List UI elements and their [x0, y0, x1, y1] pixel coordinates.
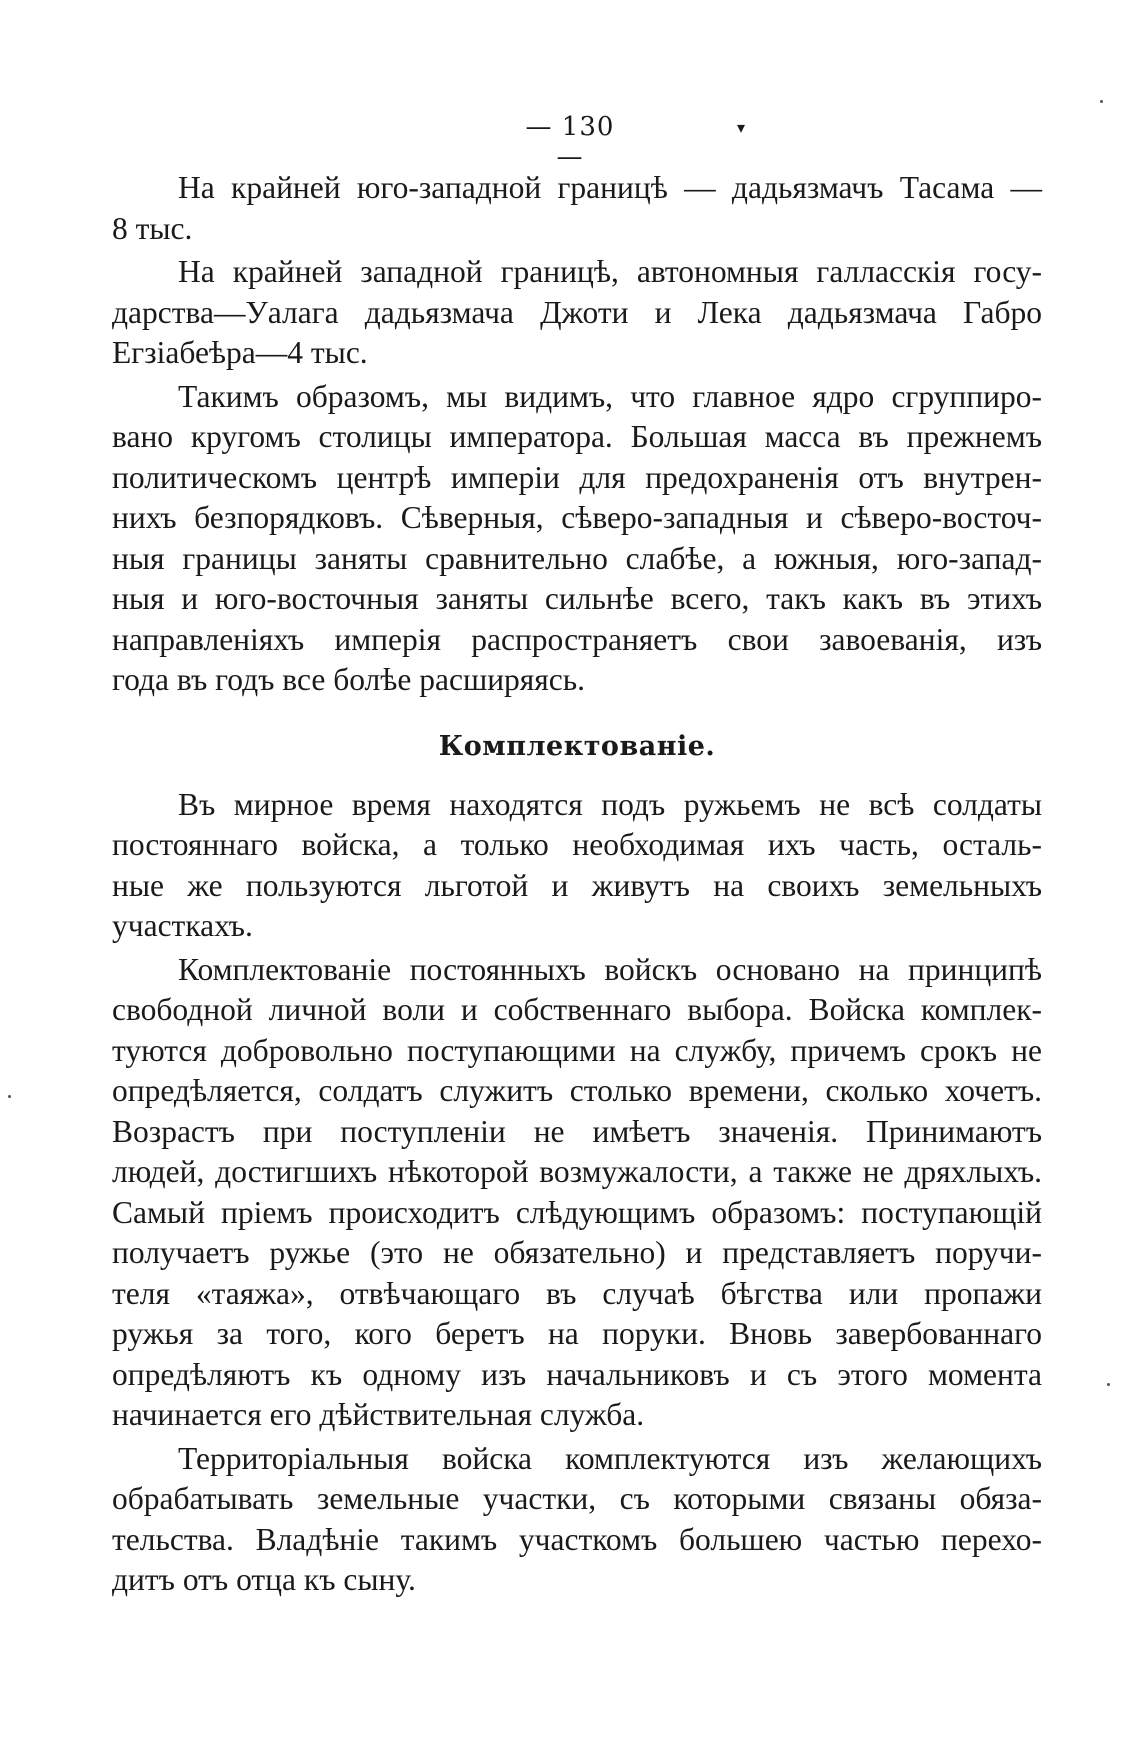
page-number: — 130 — [525, 112, 615, 172]
text-line: ныя и юго-восточныя заняты сильнѣе всего, такъ какъ въ этихъ [112, 581, 1042, 616]
text-line: Самый пріемъ происходитъ слѣдующимъ образомъ: поступающій [112, 1194, 1042, 1230]
text-line: ружья за того, кого беретъ на поруки. Вновь завербованнаго [112, 1316, 1042, 1351]
text-line: постояннаго войска, а только необходимая ихъ часть, осталь- [112, 827, 1042, 862]
scan-speck [1107, 1383, 1110, 1386]
paragraphs-before-heading [112, 168, 1042, 701]
paragraph [112, 1439, 1042, 1601]
text-line: дарства—Уалага дадьязмача Джоти и Лека дадьязмача Габро [112, 294, 1042, 330]
scan-speck [1100, 100, 1103, 103]
text-line: 8 тыс. [112, 210, 193, 246]
text-line: вано кругомъ столицы императора. Большая масса въ прежнемъ [112, 419, 1042, 454]
text-line: ные же пользуются льготой и живутъ на своихъ земельныхъ [112, 867, 1042, 903]
paragraph [112, 168, 1042, 249]
text-line: теля «таяжа», отвѣчающаго въ случаѣ бѣгства или пропажи [112, 1275, 1042, 1311]
text-line: направленіяхъ имперія распространяетъ свои завоеванія, изъ [112, 621, 1042, 657]
text-line: начинается его дѣйствительная служба. [112, 1397, 645, 1432]
text-line: Такимъ образомъ, мы видимъ, что главное ядро сгруппиро- [178, 378, 1042, 414]
text-line: людей, достигшихъ нѣкоторой возмужалости, а также не дряхлыхъ. [112, 1154, 1042, 1189]
text-line: ныя границы заняты сравнительно слабѣе, а южныя, юго-запад- [112, 540, 1042, 576]
text-line: Въ мирное время находятся подъ ружьемъ не всѣ солдаты [178, 786, 1042, 822]
text-line: На крайней западной границѣ, автономныя галласскія госу- [178, 254, 1042, 289]
text-line: Комплектованіе постоянныхъ войскъ основано на принципѣ [178, 951, 1042, 987]
paragraphs-after-heading [112, 785, 1042, 1601]
paragraph [112, 950, 1042, 1436]
text-line: нихъ безпорядковъ. Сѣверныя, сѣверо-западныя и сѣверо-восточ- [112, 500, 1042, 535]
text-line: дитъ отъ отца къ сыну. [112, 1562, 416, 1597]
text-line: тельства. Владѣніе такимъ участкомъ большею частью перехо- [112, 1521, 1042, 1557]
body-text [112, 168, 1042, 1601]
text-line: получаетъ ружье (это не обязательно) и представляетъ поручи- [112, 1235, 1042, 1270]
paragraph [112, 785, 1042, 947]
text-line: туются добровольно поступающими на службу, причемъ срокъ не [112, 1032, 1042, 1068]
text-line: обрабатывать земельные участки, съ которыми связаны обяза- [112, 1481, 1042, 1516]
section-heading: Комплектованіе. [438, 730, 716, 762]
text-line: свободной личной воли и собственнаго выбора. Войска комплек- [112, 992, 1042, 1027]
text-line: На крайней юго-западной границѣ — дадьязмачъ Тасама — [178, 170, 1042, 205]
text-line: опредѣляютъ къ одному изъ начальниковъ и съ этого момента [112, 1356, 1042, 1392]
text-line: Возрастъ при поступленіи не имѣетъ значенія. Принимаютъ [112, 1113, 1042, 1149]
text-line: опредѣляется, солдатъ служитъ столько времени, сколько хочетъ. [112, 1073, 1042, 1108]
paragraph [112, 377, 1042, 701]
text-line: Егзіабеѣра—4 тыс. [112, 335, 368, 370]
text-line: участкахъ. [112, 908, 253, 943]
text-line: года въ годъ все болѣе расширяясь. [112, 662, 586, 697]
print-mark: ▾ [737, 118, 746, 137]
scan-speck [8, 1095, 11, 1098]
text-line: политическомъ центрѣ имперіи для предохраненія отъ внутрен- [112, 459, 1042, 495]
text-line: Территоріальныя войска комплектуются изъ желающихъ [178, 1440, 1042, 1476]
paragraph [112, 252, 1042, 374]
